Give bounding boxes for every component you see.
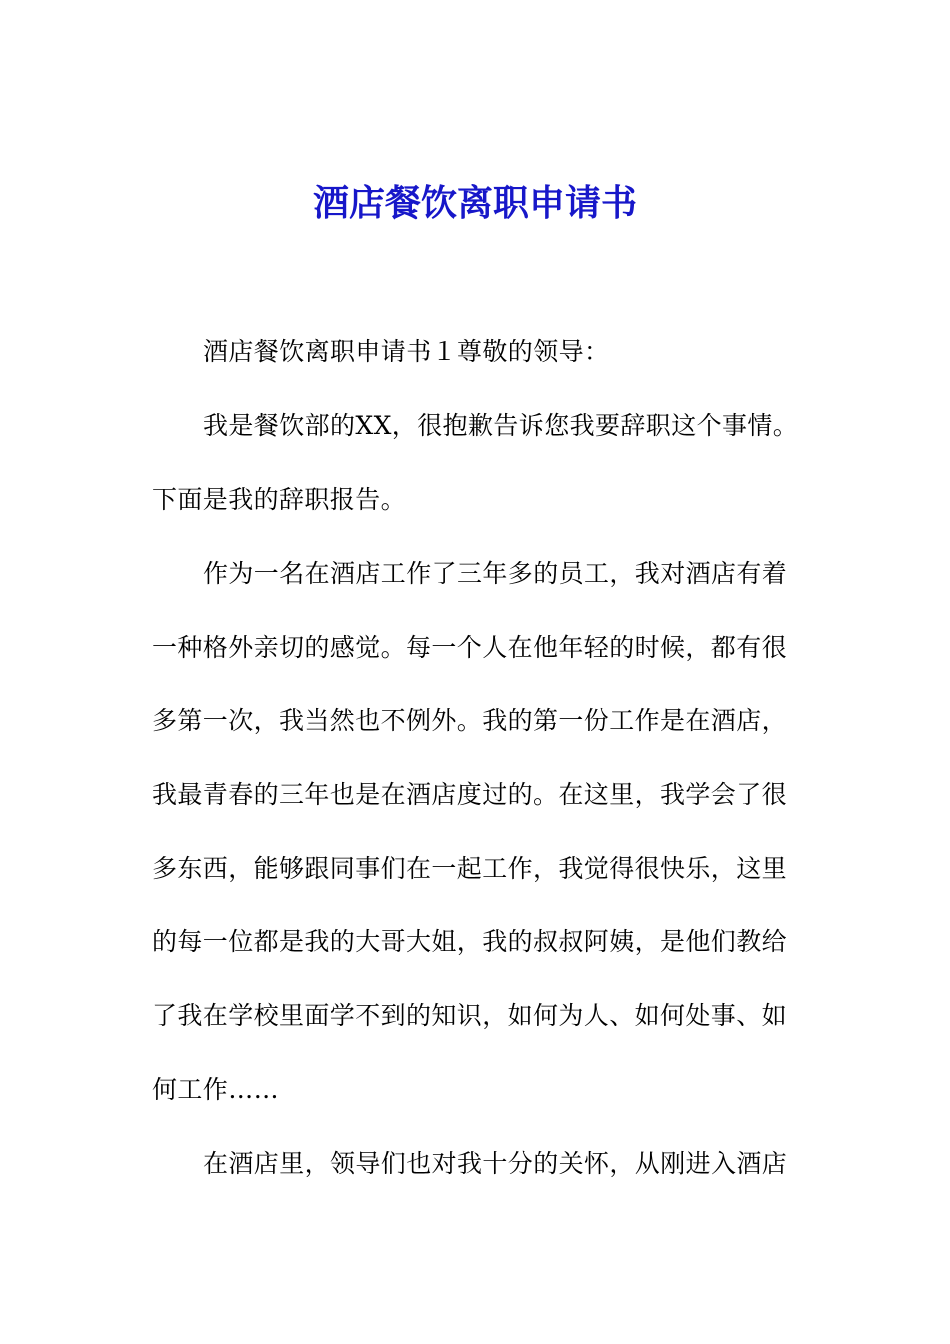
paragraph-line: 我最青春的三年也是在酒店度过的。在这里，我学会了很	[152, 780, 788, 809]
paragraph-line: 了我在学校里面学不到的知识，如何为人、如何处事、如	[152, 1001, 788, 1030]
paragraph-line: 何工作……	[152, 1075, 280, 1104]
paragraph-line: 下面是我的辞职报告。	[152, 485, 407, 514]
paragraph-line: 作为一名在酒店工作了三年多的员工，我对酒店有着	[203, 559, 788, 588]
paragraph-line: 在酒店里，领导们也对我十分的关怀，从刚进入酒店	[203, 1149, 788, 1178]
paragraph-line-salutation: 酒店餐饮离职申请书１尊敬的领导：	[203, 337, 610, 366]
paragraph-line: 的每一位都是我的大哥大姐，我的叔叔阿姨，是他们教给	[152, 927, 788, 956]
paragraph-line: 一种格外亲切的感觉。每一个人在他年轻的时候，都有很	[152, 633, 788, 662]
paragraph-line: 多第一次，我当然也不例外。我的第一份工作是在酒店，	[152, 706, 788, 735]
paragraph-line: 我是餐饮部的XX，很抱歉告诉您我要辞职这个事情。	[203, 411, 799, 440]
paragraph-line: 多东西，能够跟同事们在一起工作，我觉得很快乐，这里	[152, 854, 788, 883]
document-title: 酒店餐饮离职申请书	[312, 182, 637, 224]
